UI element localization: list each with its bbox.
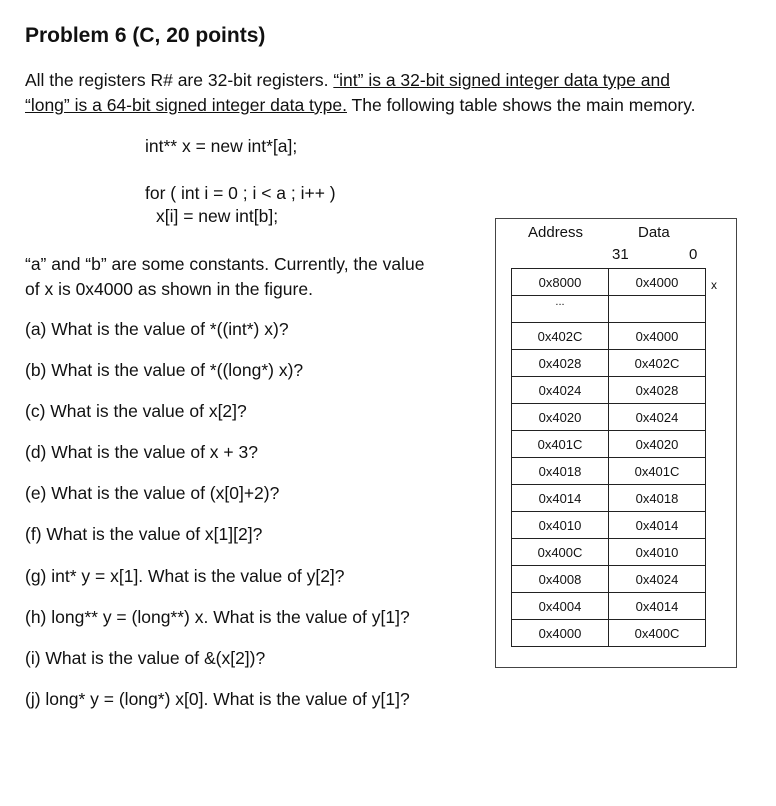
memory-data-cell: 0x4024	[609, 404, 706, 431]
memory-row	[512, 458, 706, 485]
memory-address-cell: 0x4008	[512, 566, 609, 593]
problem-title: Problem 6 (C, 20 points)	[25, 24, 266, 47]
bit-high-label: 31	[612, 246, 629, 263]
memory-row	[512, 431, 706, 458]
intro-line-1-text: All the registers R# are 32-bit registers.	[25, 70, 334, 90]
memory-row	[512, 377, 706, 404]
intro-line-2	[25, 95, 696, 116]
memory-address-cell: 0x4020	[512, 404, 609, 431]
memory-row	[512, 323, 706, 350]
x-pointer-label: x	[711, 278, 717, 292]
context-line-1: “a” and “b” are some constants. Currently, the value	[25, 254, 425, 274]
memory-data-cell: 0x4014	[609, 593, 706, 620]
memory-address-cell: 0x4014	[512, 485, 609, 512]
question-a: (a) What is the value of *((int*) x)?	[25, 319, 289, 339]
question-i: (i) What is the value of &(x[2])?	[25, 648, 266, 668]
intro-int-definition: “int” is a 32-bit signed integer data type and	[333, 70, 670, 90]
intro-line-1	[25, 70, 670, 91]
address-header: Address	[528, 224, 584, 241]
context-line-2: of x is 0x4000 as shown in the figure.	[25, 279, 313, 299]
memory-address-cell: 0x402C	[512, 323, 609, 350]
memory-row	[512, 620, 706, 647]
memory-data-cell: 0x4018	[609, 485, 706, 512]
question-e: (e) What is the value of (x[0]+2)?	[25, 483, 280, 503]
memory-address-cell: 0x400C	[512, 539, 609, 566]
code-line-2: for ( int i = 0 ; i < a ; i++ )	[145, 183, 336, 203]
question-c: (c) What is the value of x[2]?	[25, 401, 247, 421]
memory-address-cell: ...	[512, 296, 609, 323]
memory-row	[512, 404, 706, 431]
memory-row	[512, 296, 706, 323]
memory-address-cell: 0x4018	[512, 458, 609, 485]
question-b: (b) What is the value of *((long*) x)?	[25, 360, 304, 380]
memory-table	[511, 268, 706, 647]
bit-low-label: 0	[689, 246, 698, 263]
question-g: (g) int* y = x[1]. What is the value of y[2]?	[25, 566, 345, 586]
memory-address-cell: 0x8000	[512, 269, 609, 296]
memory-data-cell: 0x4020	[609, 431, 706, 458]
memory-data-cell: 0x4024	[609, 566, 706, 593]
memory-data-cell: 0x4010	[609, 539, 706, 566]
memory-data-cell: 0x4000	[609, 269, 706, 296]
memory-data-cell: 0x400C	[609, 620, 706, 647]
memory-address-cell: 0x4004	[512, 593, 609, 620]
memory-address-cell: 0x4010	[512, 512, 609, 539]
memory-row	[512, 539, 706, 566]
memory-data-cell: 0x4014	[609, 512, 706, 539]
intro-line-2-text: The following table shows the main memory.	[347, 95, 696, 115]
question-j: (j) long* y = (long*) x[0]. What is the value of y[1]?	[25, 689, 410, 709]
memory-row	[512, 350, 706, 377]
memory-address-cell: 0x4000	[512, 620, 609, 647]
memory-address-cell: 0x4028	[512, 350, 609, 377]
memory-data-cell	[609, 296, 706, 323]
memory-address-cell: 0x4024	[512, 377, 609, 404]
question-h: (h) long** y = (long**) x. What is the value of y[1]?	[25, 607, 410, 627]
memory-data-cell: 0x401C	[609, 458, 706, 485]
code-line-3: x[i] = new int[b];	[156, 206, 279, 226]
code-line-1: int** x = new int*[a];	[145, 136, 298, 156]
question-f: (f) What is the value of x[1][2]?	[25, 524, 263, 544]
memory-address-cell: 0x401C	[512, 431, 609, 458]
memory-data-cell: 0x4000	[609, 323, 706, 350]
memory-data-cell: 0x4028	[609, 377, 706, 404]
memory-row	[512, 485, 706, 512]
memory-row	[512, 269, 706, 296]
memory-row	[512, 512, 706, 539]
question-d: (d) What is the value of x + 3?	[25, 442, 258, 462]
memory-row	[512, 593, 706, 620]
intro-long-definition: “long” is a 64-bit signed integer data type.	[25, 95, 347, 115]
memory-data-cell: 0x402C	[609, 350, 706, 377]
data-header: Data	[638, 224, 670, 241]
memory-row	[512, 566, 706, 593]
